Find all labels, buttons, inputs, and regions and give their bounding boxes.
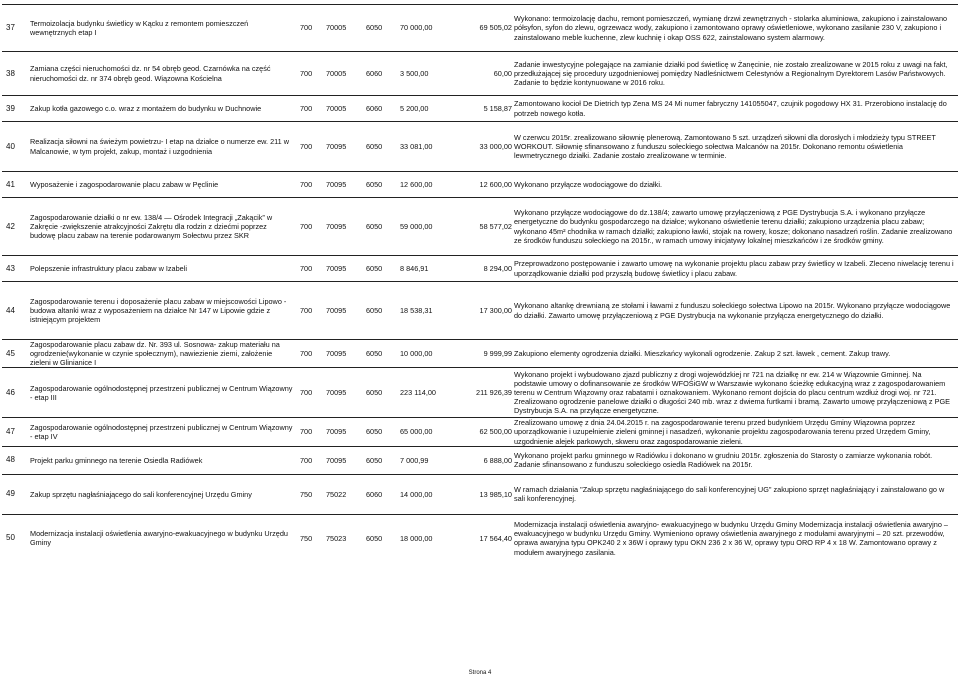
task-name: Zagospodarowanie działki o nr ew. 138/4 — Ośrodek Integracji „Zakącik” w Zakręcie -zwiększenie atrakcyjności Zakrętu dla rodzin z dziećmi poprzez budowę placu zabaw na terenie podarowanym Sołectwu przez SKR (30, 198, 300, 256)
executed-amount: 211 926,39 (452, 368, 514, 418)
plan-amount: 18 000,00 (400, 514, 452, 562)
table-row (2, 340, 958, 368)
dzial: 700 (300, 52, 326, 96)
rozdzial: 75022 (326, 474, 366, 514)
table-row (2, 122, 958, 172)
investment-table (2, 4, 958, 562)
plan-amount: 223 114,00 (400, 368, 452, 418)
execution-description: Przeprowadzono postępowanie i zawarto umowę na wykonanie projektu placu zabaw przy świetlicy w Izabeli. Zleceno niwelację terenu i uporządkowanie działki pod przyszłą budowę świetlicy i placu zabaw. (514, 256, 958, 282)
executed-amount: 17 300,00 (452, 282, 514, 340)
plan-amount: 65 000,00 (400, 418, 452, 446)
execution-description: Zakupiono elementy ogrodzenia działki. Mieszkańcy wykonali ogrodzenie. Zakup 2 szt. ławek , cement. Zakup trawy. (514, 340, 958, 368)
rozdzial: 70005 (326, 96, 366, 122)
task-name: Polepszenie infrastruktury placu zabaw w Izabeli (30, 256, 300, 282)
dzial: 700 (300, 256, 326, 282)
table-row (2, 418, 958, 446)
execution-description: Zadanie inwestycyjne polegające na zamianie działki pod świetlicę w Żanęcinie, nie zostało zrealizowane w 2015 roku z uwagi na fakt, przedłużającej się procedury uzgodnieniowej pomiędzy Nadleśnictwem Celestynów a Regionalnym Dyrektorem Lasów Państwowych. Zadanie to będzie kontynuowane w 2016 roku. (514, 52, 958, 96)
execution-description: Wykonano altankę drewnianą ze stołami i ławami z funduszu sołeckiego sołectwa Lipowo na 2015r. Wykonano przyłącze wodociągowe do działki. Zawarto umowę przyłączeniową z PGE Dystrybucja na wykonanie przyłącza energetycznego do działki. (514, 282, 958, 340)
table-row (2, 514, 958, 562)
dzial: 750 (300, 514, 326, 562)
execution-description: W ramach działania "Zakup sprzętu nagłaśniającego do sali konferencyjnej UG" zakupiono sprzęt nagłaśniający i zainstalowano go w sali konferencyjnej. (514, 474, 958, 514)
execution-description: Wykonano projekt parku gminnego w Radiówku i dokonano w grudniu 2015r. zgłoszenia do Starosty o zamiarze wykonania robót. Zadanie sfinansowano z funduszu sołeckiego osiedla Radiówek na 2015r. (514, 446, 958, 474)
executed-amount: 60,00 (452, 52, 514, 96)
dzial: 700 (300, 340, 326, 368)
plan-amount: 12 600,00 (400, 172, 452, 198)
task-name: Zagospodarowanie ogólnodostępnej przestrzeni publicznej w Centrum Wiązowny - etap IV (30, 418, 300, 446)
paragraf: 6050 (366, 418, 400, 446)
task-name: Zamiana części nieruchomości dz. nr 54 obręb geod. Czarnówka na część nieruchomości dz. nr 374 obręb geod. Wiązowna Kościelna (30, 52, 300, 96)
task-name: Termoizolacja budynku świetlicy w Kącku z remontem pomieszczeń wewnętrznych etap I (30, 5, 300, 52)
paragraf: 6050 (366, 446, 400, 474)
paragraf: 6050 (366, 122, 400, 172)
row-number: 46 (2, 368, 30, 418)
plan-amount: 59 000,00 (400, 198, 452, 256)
rozdzial: 70095 (326, 198, 366, 256)
table-row (2, 282, 958, 340)
executed-amount: 62 500,00 (452, 418, 514, 446)
table-row (2, 52, 958, 96)
paragraf: 6050 (366, 256, 400, 282)
execution-description: Zrealizowano umowę z dnia 24.04.2015 r. na zagospodarowanie terenu przed budynkiem Urzędu Gminy Wiązowna poprzez uporządkowanie i uzupełnienie zieleni gminnej i nasadzeń, wykonanie projektu zagospodarowania terenu przed Urzędem Gminy, uzgodnienie alejek parkowych, skweru oraz zagospodarowanie zieleni. (514, 418, 958, 446)
rozdzial: 70005 (326, 52, 366, 96)
row-number: 47 (2, 418, 30, 446)
row-number: 37 (2, 5, 30, 52)
execution-description: Wykonano przyłącze wodociągowe do dz.138/4; zawarto umowę przyłączeniową z PGE Dystrybucja S.A. i wykonano przyłącze energetyczne do budynku gospodarczego na działce; wykonano oświetlenie terenu działki; zakupiono urządzenia placu zabaw; wykonano 45m² chodnika w ramach działki; zakupiono ławki, stojak na rowery, kosze; dokonano nasadzeń roślin. Zadanie zrealizowano ze środków funduszu sołeckiego na 2015r., w ramach umowy inicjatywy lokalnej mieszkańców i ze środków gminy. (514, 198, 958, 256)
row-number: 40 (2, 122, 30, 172)
dzial: 700 (300, 172, 326, 198)
dzial: 750 (300, 474, 326, 514)
execution-description: Wykonano: termoizolację dachu, remont pomieszczeń, wymianę drzwi zewnętrznych - stolarka aluminiowa, zakupiono i zainstalowano półsyfon, syfon do zlewu, ogrzewacz wody, zakupiono i zamontowano oprawy oświetleniowe, wykonano zasilanie 230 V, zakupiono i zainstalowano meble kuchenne, zlew kuchnię i okap OSS 622, zainstalowano system alarmowy. (514, 5, 958, 52)
paragraf: 6050 (366, 340, 400, 368)
plan-amount: 18 538,31 (400, 282, 452, 340)
rozdzial: 70095 (326, 340, 366, 368)
executed-amount: 58 577,02 (452, 198, 514, 256)
paragraf: 6060 (366, 96, 400, 122)
rozdzial: 70095 (326, 368, 366, 418)
rozdzial: 70005 (326, 5, 366, 52)
row-number: 44 (2, 282, 30, 340)
table-row (2, 474, 958, 514)
row-number: 43 (2, 256, 30, 282)
paragraf: 6060 (366, 52, 400, 96)
plan-amount: 3 500,00 (400, 52, 452, 96)
task-name: Zagospodarowanie placu zabaw dz. Nr. 393 ul. Sosnowa- zakup materiału na ogrodzenie(wykonanie w czynie społecznym), nawiezienie ziemi, założenie zieleni w Glinianice I (30, 340, 300, 368)
row-number: 48 (2, 446, 30, 474)
executed-amount: 13 985,10 (452, 474, 514, 514)
dzial: 700 (300, 122, 326, 172)
executed-amount: 69 505,02 (452, 5, 514, 52)
rozdzial: 75023 (326, 514, 366, 562)
plan-amount: 7 000,99 (400, 446, 452, 474)
rozdzial: 70095 (326, 256, 366, 282)
rozdzial: 70095 (326, 172, 366, 198)
executed-amount: 8 294,00 (452, 256, 514, 282)
executed-amount: 17 564,40 (452, 514, 514, 562)
rozdzial: 70095 (326, 122, 366, 172)
execution-description: Wykonano przyłącze wodociągowe do działki. (514, 172, 958, 198)
task-name: Realizacja siłowni na świeżym powietrzu- I etap na działce o numerze ew. 211 w Malcanowie, w tym projekt, zakup, montaż i uzgodnienia (30, 122, 300, 172)
task-name: Zagospodarowanie terenu i doposażenie placu zabaw w miejscowości Lipowo - budowa altanki wraz z wyposażeniem na działce Nr 147 w Lipowie gdzie z istniejącym projektem (30, 282, 300, 340)
execution-description: Wykonano projekt i wybudowano zjazd publiczny z drogi wojewódzkiej nr 721 na działkę nr ew. 214 w Wiązownie Gminnej. Na podstawie umowy o dofinansowanie ze środków WFOŚiGW w Warszawie wykonano ścieżkę edukacyjną wraz z zagospodarowaniem terenu w Centrum Wiązowny oraz rabatami i oznakowaniem. Wykonano remont dojścia do placu centrum wzdłuż drogi woj. nr 721. Zrealizowano ogrodzenie panelowe działki o długości 240 mb. wraz z dwiema furtkami i bramą. Zawarto umowę przyłączeniową z PGE Dystrybucja S.A. na przyłącze energetyczne. (514, 368, 958, 418)
plan-amount: 10 000,00 (400, 340, 452, 368)
task-name: Zakup kotła gazowego c.o. wraz z montażem do budynku w Duchnowie (30, 96, 300, 122)
paragraf: 6050 (366, 368, 400, 418)
paragraf: 6050 (366, 282, 400, 340)
table-row (2, 172, 958, 198)
paragraf: 6060 (366, 474, 400, 514)
paragraf: 6050 (366, 198, 400, 256)
executed-amount: 12 600,00 (452, 172, 514, 198)
rozdzial: 70095 (326, 418, 366, 446)
plan-amount: 14 000,00 (400, 474, 452, 514)
task-name: Modernizacja instalacji oświetlenia awaryjno-ewakuacyjnego w budynku Urzędu Gminy (30, 514, 300, 562)
execution-description: W czerwcu 2015r. zrealizowano siłownię plenerową. Zamontowano 5 szt. urządzeń siłowni dla dorosłych i młodzieży typu STREET WORKOUT. Siłownię sfinansowano z funduszu sołeckiego sołectwa Malcanów na 2015r. Dokonano remontu oświetlenia lewmetrycznego działki. Zadanie zostało zrealizowane w terminie. (514, 122, 958, 172)
paragraf: 6050 (366, 5, 400, 52)
executed-amount: 5 158,87 (452, 96, 514, 122)
plan-amount: 33 081,00 (400, 122, 452, 172)
dzial: 700 (300, 368, 326, 418)
executed-amount: 33 000,00 (452, 122, 514, 172)
row-number: 38 (2, 52, 30, 96)
plan-amount: 8 846,91 (400, 256, 452, 282)
page-number: Strona 4 (468, 670, 492, 676)
table-row (2, 5, 958, 52)
row-number: 49 (2, 474, 30, 514)
execution-description: Modernizacja instalacji oświetlenia awaryjno- ewakuacyjnego w budynku Urzędu Gminy Modernizacja instalacji oświetlenia awaryjno – ewakuacyjnego w budynku Urzędu Gminy. Wymieniono oprawy oświetlenia awaryjnego z modułami awaryjnymi – 20 szt. przewodów, oprawa awaryjna typu OPK240 2 x 36W i oprawy typu OKN 236 2 x 36 W, oprawy typu ORO RP 4 x 18 W. Zamontowano oprawy z modułem awaryjnego zasilania. (514, 514, 958, 562)
row-number: 45 (2, 340, 30, 368)
dzial: 700 (300, 282, 326, 340)
table-row (2, 198, 958, 256)
dzial: 700 (300, 446, 326, 474)
task-name: Zakup sprzętu nagłaśniającego do sali konferencyjnej Urzędu Gminy (30, 474, 300, 514)
rozdzial: 70095 (326, 446, 366, 474)
row-number: 42 (2, 198, 30, 256)
row-number: 39 (2, 96, 30, 122)
task-name: Projekt parku gminnego na terenie Osiedla Radiówek (30, 446, 300, 474)
executed-amount: 6 888,00 (452, 446, 514, 474)
dzial: 700 (300, 96, 326, 122)
table-row (2, 446, 958, 474)
plan-amount: 5 200,00 (400, 96, 452, 122)
rozdzial: 70095 (326, 282, 366, 340)
executed-amount: 9 999,99 (452, 340, 514, 368)
table-row (2, 256, 958, 282)
table-row (2, 96, 958, 122)
table-row (2, 368, 958, 418)
row-number: 41 (2, 172, 30, 198)
row-number: 50 (2, 514, 30, 562)
task-name: Wyposażenie i zagospodarowanie placu zabaw w Pęclinie (30, 172, 300, 198)
task-name: Zagospodarowanie ogólnodostępnej przestrzeni publicznej w Centrum Wiązowny - etap III (30, 368, 300, 418)
plan-amount: 70 000,00 (400, 5, 452, 52)
dzial: 700 (300, 418, 326, 446)
paragraf: 6050 (366, 514, 400, 562)
paragraf: 6050 (366, 172, 400, 198)
execution-description: Zamontowano kocioł De Dietrich typ Zena MS 24 Mi numer fabryczny 141055047, czujnik pogodowy HX 31. Przerobiono instalację do potrzeb nowego kotła. (514, 96, 958, 122)
dzial: 700 (300, 5, 326, 52)
dzial: 700 (300, 198, 326, 256)
